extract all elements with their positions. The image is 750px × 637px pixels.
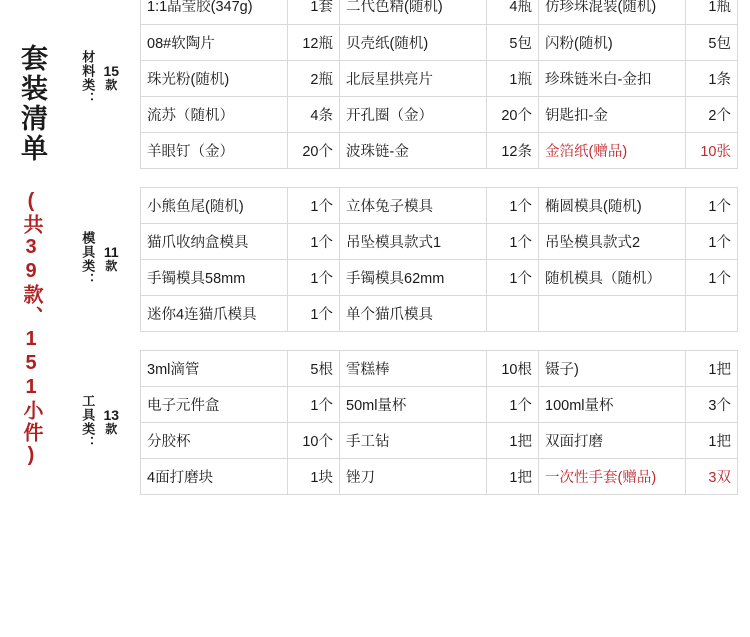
table-row bbox=[141, 96, 738, 132]
category-label-molds bbox=[78, 187, 140, 332]
item-qty: 2个 bbox=[686, 96, 738, 132]
item-empty bbox=[539, 295, 686, 331]
item-name: 镊子) bbox=[539, 350, 686, 386]
category-count-number: 11 bbox=[103, 244, 119, 261]
item-name: 北辰星拱亮片 bbox=[340, 60, 487, 96]
item-name: 50ml量杯 bbox=[340, 386, 487, 422]
item-qty: 5包 bbox=[487, 24, 539, 60]
item-name: 开孔圈（金） bbox=[340, 96, 487, 132]
page-subtitle: (共39款、151小件) bbox=[20, 190, 42, 468]
item-name: 08#软陶片 bbox=[141, 24, 288, 60]
items-table-tools bbox=[140, 350, 738, 495]
item-name: 手镯模具58mm bbox=[141, 259, 288, 295]
item-qty: 12瓶 bbox=[288, 24, 340, 60]
item-name-gift: 一次性手套(赠品) bbox=[539, 458, 686, 494]
item-qty: 10个 bbox=[288, 422, 340, 458]
category-count-number: 13 bbox=[103, 407, 120, 424]
item-qty: 1瓶 bbox=[686, 0, 738, 24]
item-name: 锉刀 bbox=[340, 458, 487, 494]
items-table-molds bbox=[140, 187, 738, 332]
item-qty: 1把 bbox=[686, 350, 738, 386]
item-qty: 20个 bbox=[487, 96, 539, 132]
item-qty: 1个 bbox=[288, 187, 340, 223]
item-name: 小熊鱼尾(随机) bbox=[141, 187, 288, 223]
item-qty: 1个 bbox=[686, 259, 738, 295]
item-qty: 5根 bbox=[288, 350, 340, 386]
item-qty: 5包 bbox=[686, 24, 738, 60]
item-qty: 1把 bbox=[686, 422, 738, 458]
table-row bbox=[141, 132, 738, 168]
item-qty: 4瓶 bbox=[487, 0, 539, 24]
item-qty: 1套 bbox=[288, 0, 340, 24]
item-name: 吊坠模具款式2 bbox=[539, 223, 686, 259]
item-name: 4面打磨块 bbox=[141, 458, 288, 494]
table-row bbox=[141, 0, 738, 24]
category-name: 材料类： bbox=[80, 50, 96, 107]
item-qty: 1瓶 bbox=[487, 60, 539, 96]
category-block-molds bbox=[78, 187, 750, 332]
item-name: 手镯模具62mm bbox=[340, 259, 487, 295]
item-name: 雪糕棒 bbox=[340, 350, 487, 386]
item-name: 二代色精(随机) bbox=[340, 0, 487, 24]
item-qty: 1个 bbox=[686, 223, 738, 259]
item-name: 迷你4连猫爪模具 bbox=[141, 295, 288, 331]
item-name: 立体兔子模具 bbox=[340, 187, 487, 223]
item-qty: 1个 bbox=[288, 259, 340, 295]
category-label-materials bbox=[78, 0, 140, 169]
category-count-unit: 款 bbox=[105, 422, 118, 437]
item-name: 波珠链-金 bbox=[340, 132, 487, 168]
table-row bbox=[141, 24, 738, 60]
item-name: 随机模具（随机） bbox=[539, 259, 686, 295]
table-row bbox=[141, 386, 738, 422]
bottom-spacer bbox=[78, 513, 750, 603]
table-row bbox=[141, 223, 738, 259]
item-name: 分胶杯 bbox=[141, 422, 288, 458]
item-qty: 2瓶 bbox=[288, 60, 340, 96]
item-name: 猫爪收纳盒模具 bbox=[141, 223, 288, 259]
item-qty: 20个 bbox=[288, 132, 340, 168]
item-name: 钥匙扣-金 bbox=[539, 96, 686, 132]
category-block-tools bbox=[78, 350, 750, 495]
item-name: 椭圆模具(随机) bbox=[539, 187, 686, 223]
table-row bbox=[141, 187, 738, 223]
item-qty-gift: 3双 bbox=[686, 458, 738, 494]
category-count-unit: 款 bbox=[105, 259, 118, 274]
item-name: 双面打磨 bbox=[539, 422, 686, 458]
item-qty: 3个 bbox=[686, 386, 738, 422]
page-title: 套装清单 bbox=[17, 44, 47, 164]
item-name: 1:1晶莹胶(347g) bbox=[141, 0, 288, 24]
category-block-materials bbox=[78, 0, 750, 169]
category-label-tools bbox=[78, 350, 140, 495]
table-row bbox=[141, 295, 738, 331]
item-qty: 10根 bbox=[487, 350, 539, 386]
category-count-number: 15 bbox=[103, 63, 120, 80]
table-row bbox=[141, 60, 738, 96]
item-name-gift: 金箔纸(赠品) bbox=[539, 132, 686, 168]
item-qty: 1个 bbox=[487, 259, 539, 295]
item-qty: 1把 bbox=[487, 422, 539, 458]
category-name: 工具类： bbox=[80, 394, 96, 450]
item-qty: 1个 bbox=[288, 295, 340, 331]
category-name: 模具类： bbox=[80, 231, 96, 287]
item-qty: 4条 bbox=[288, 96, 340, 132]
item-name: 3ml滴管 bbox=[141, 350, 288, 386]
item-qty: 1个 bbox=[288, 223, 340, 259]
item-qty: 1个 bbox=[288, 386, 340, 422]
table-row bbox=[141, 350, 738, 386]
item-name: 电子元件盒 bbox=[141, 386, 288, 422]
content-column bbox=[78, 0, 750, 637]
item-qty: 1个 bbox=[487, 223, 539, 259]
table-row bbox=[141, 422, 738, 458]
item-name: 手工钻 bbox=[340, 422, 487, 458]
table-row bbox=[141, 458, 738, 494]
item-name: 单个猫爪模具 bbox=[340, 295, 487, 331]
category-count bbox=[98, 407, 124, 437]
item-qty-gift: 10张 bbox=[686, 132, 738, 168]
item-empty bbox=[686, 295, 738, 331]
category-count bbox=[98, 244, 124, 274]
items-table-materials bbox=[140, 0, 738, 169]
item-name: 羊眼钉（金） bbox=[141, 132, 288, 168]
title-column bbox=[0, 0, 78, 637]
item-qty: 1个 bbox=[487, 386, 539, 422]
item-qty: 1把 bbox=[487, 458, 539, 494]
item-name: 贝壳纸(随机) bbox=[340, 24, 487, 60]
category-count-unit: 款 bbox=[105, 78, 118, 93]
item-name: 仿珍珠混装(随机) bbox=[539, 0, 686, 24]
item-name: 流苏（随机） bbox=[141, 96, 288, 132]
item-qty: 1块 bbox=[288, 458, 340, 494]
item-name: 珠光粉(随机) bbox=[141, 60, 288, 96]
item-qty: 1个 bbox=[487, 187, 539, 223]
item-name: 吊坠模具款式1 bbox=[340, 223, 487, 259]
item-name: 闪粉(随机) bbox=[539, 24, 686, 60]
item-qty bbox=[487, 295, 539, 331]
category-count bbox=[98, 63, 124, 93]
item-qty: 12条 bbox=[487, 132, 539, 168]
item-qty: 1条 bbox=[686, 60, 738, 96]
item-qty: 1个 bbox=[686, 187, 738, 223]
item-name: 100ml量杯 bbox=[539, 386, 686, 422]
item-name: 珍珠链米白-金扣 bbox=[539, 60, 686, 96]
table-row bbox=[141, 259, 738, 295]
